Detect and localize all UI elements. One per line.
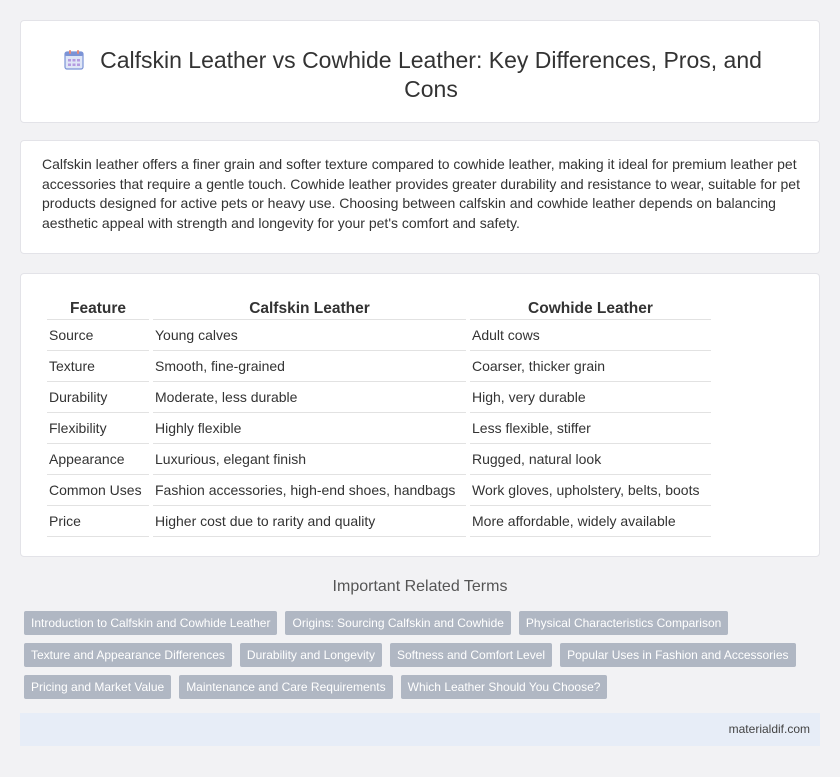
table-cell: Appearance (47, 444, 149, 475)
related-term-tag[interactable]: Physical Characteristics Comparison (519, 611, 728, 635)
header-cowhide: Cowhide Leather (470, 294, 711, 320)
related-term-tag[interactable]: Which Leather Should You Choose? (401, 675, 608, 699)
table-row (47, 475, 711, 506)
table-cell: Durability (47, 382, 149, 413)
title-card (20, 20, 820, 123)
footer (20, 713, 820, 746)
tag-row (24, 675, 804, 699)
table-header-row (47, 294, 711, 320)
table-cell: Work gloves, upholstery, belts, boots (470, 475, 711, 506)
table-cell: High, very durable (470, 382, 711, 413)
related-terms-list (24, 611, 804, 707)
table-cell: Coarser, thicker grain (470, 351, 711, 382)
table-cell: Source (47, 320, 149, 351)
table-cell: Moderate, less durable (153, 382, 466, 413)
table-cell: Texture (47, 351, 149, 382)
table-cell: Adult cows (470, 320, 711, 351)
related-term-tag[interactable]: Softness and Comfort Level (390, 643, 552, 667)
table-cell: Common Uses (47, 475, 149, 506)
table-row (47, 506, 711, 537)
related-term-tag[interactable]: Origins: Sourcing Calfskin and Cowhide (285, 611, 510, 635)
intro-card (20, 140, 820, 254)
table-cell: Luxurious, elegant finish (153, 444, 466, 475)
table-row (47, 444, 711, 475)
table-cell: Rugged, natural look (470, 444, 711, 475)
header-feature: Feature (47, 294, 149, 320)
table-cell: Smooth, fine-grained (153, 351, 466, 382)
table-cell: Flexibility (47, 413, 149, 444)
table-cell: Fashion accessories, high-end shoes, handbags (153, 475, 466, 506)
related-term-tag[interactable]: Durability and Longevity (240, 643, 382, 667)
table-cell: Price (47, 506, 149, 537)
intro-paragraph: Calfskin leather offers a finer grain and softer texture compared to cowhide leather, making it ideal for premium leather pet accessories that require a gentle touch. Cowhide leather provides greater durability and resistance to wear, suitable for pet products designed for active pets or heavy use. Choosing between calfskin and cowhide leather depends on balancing aesthetic appeal with strength and longevity for your pet's comfort and safety. (42, 156, 800, 231)
related-term-tag[interactable]: Introduction to Calfskin and Cowhide Leather (24, 611, 277, 635)
table-row (47, 351, 711, 382)
page-title: Calfskin Leather vs Cowhide Leather: Key Differences, Pros, and Cons (100, 47, 762, 102)
table-row (47, 320, 711, 351)
table-cell: Young calves (153, 320, 466, 351)
table-row (47, 413, 711, 444)
header-calfskin: Calfskin Leather (153, 294, 466, 320)
related-term-tag[interactable]: Maintenance and Care Requirements (179, 675, 392, 699)
related-terms-heading: Important Related Terms (332, 578, 508, 595)
comparison-table-card (20, 273, 820, 557)
table-cell: Highly flexible (153, 413, 466, 444)
related-term-tag[interactable]: Pricing and Market Value (24, 675, 171, 699)
tag-row (24, 611, 804, 635)
table-cell: Higher cost due to rarity and quality (153, 506, 466, 537)
table-cell: Less flexible, stiffer (470, 413, 711, 444)
comparison-table (43, 294, 715, 537)
table-row (47, 382, 711, 413)
footer-site-link[interactable]: materialdif.com (728, 722, 810, 736)
table-cell: More affordable, widely available (470, 506, 711, 537)
related-term-tag[interactable]: Popular Uses in Fashion and Accessories (560, 643, 795, 667)
related-term-tag[interactable]: Texture and Appearance Differences (24, 643, 232, 667)
tag-row (24, 643, 804, 667)
